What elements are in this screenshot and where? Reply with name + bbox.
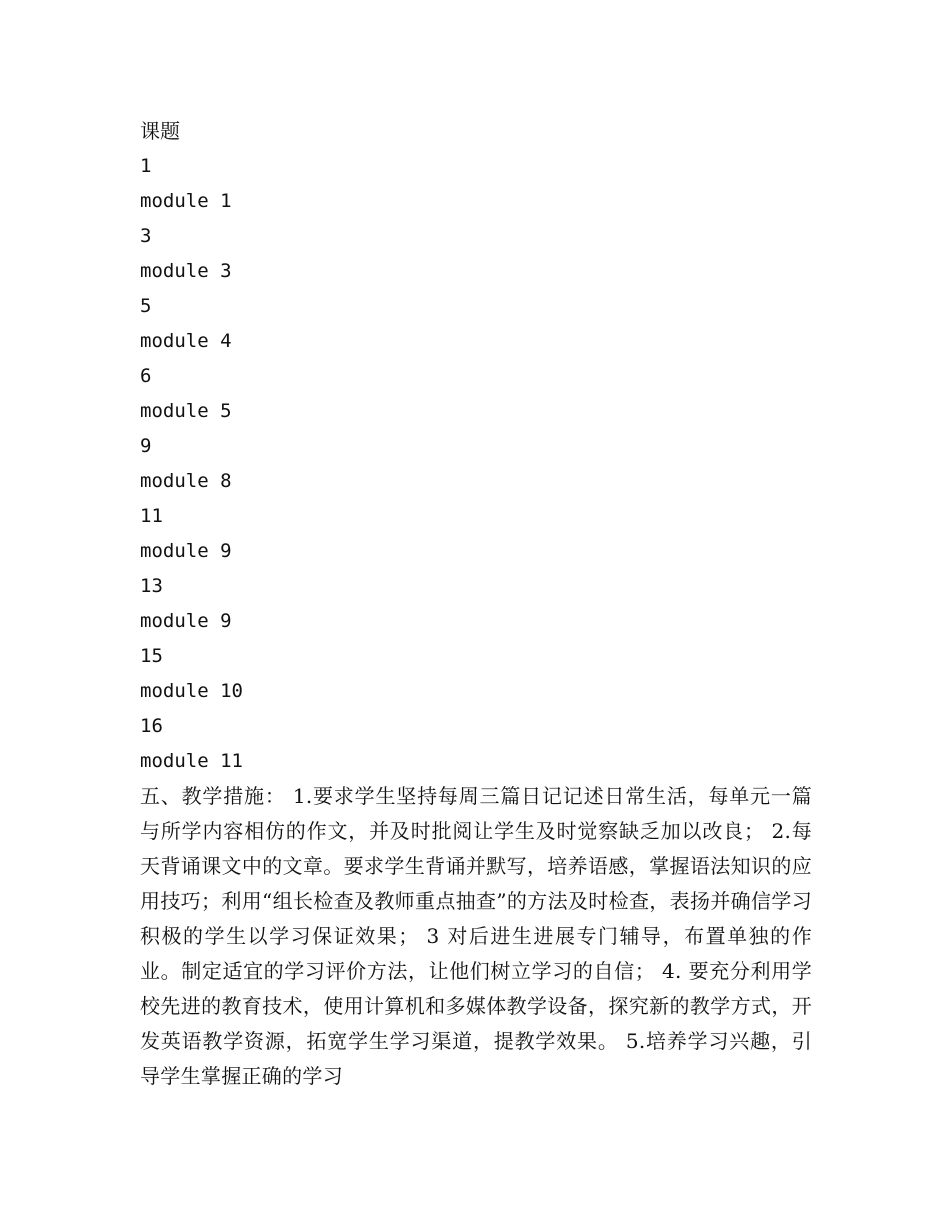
entry-module: module 8 [140,470,232,492]
entry-number: 1 [140,155,152,177]
teaching-measures-paragraph: 五、教学措施： 1.要求学生坚持每周三篇日记记述日常生活，每单元一篇与所学内容相仿的作文，并及时批阅让学生及时觉察缺乏加以改良； 2.每天背诵课文中的文章。要求学生背诵并默写，培养语感，掌握语法知识的应用技巧；利用“组长检查及教师重点抽查”的方法及时检查，表扬并确信学习积极的学生以学习保证效果； 3 对后进生进展专门辅导，布置单独的作业。制定适宜的学习评价方法，让他们树立学习的自信； 4. 要充分利用学校先进的教育技术，使用计算机和多媒体教学设备，探究新的教学方式，开发英语教学资源，拓宽学生学习渠道，提教学效果。 5.培养学习兴趣，引导学生掌握正确的学习 [140,784,812,1088]
entry-module: module 4 [140,330,232,352]
entry-number: 5 [140,295,152,317]
entry-module: module 9 [140,610,232,632]
entry-number: 11 [140,505,163,527]
document-heading: 课题 [140,119,180,143]
entry-number: 16 [140,715,163,737]
entry-module: module 5 [140,400,232,422]
entry-module: module 9 [140,540,232,562]
entry-number: 9 [140,435,152,457]
entry-module: module 10 [140,680,243,702]
entry-module: module 1 [140,190,232,212]
entry-number: 13 [140,575,163,597]
entry-module: module 11 [140,750,243,772]
entry-module: module 3 [140,260,232,282]
entry-number: 6 [140,365,152,387]
entry-number: 15 [140,645,163,667]
document-body [140,114,812,1094]
entry-number: 3 [140,225,152,247]
